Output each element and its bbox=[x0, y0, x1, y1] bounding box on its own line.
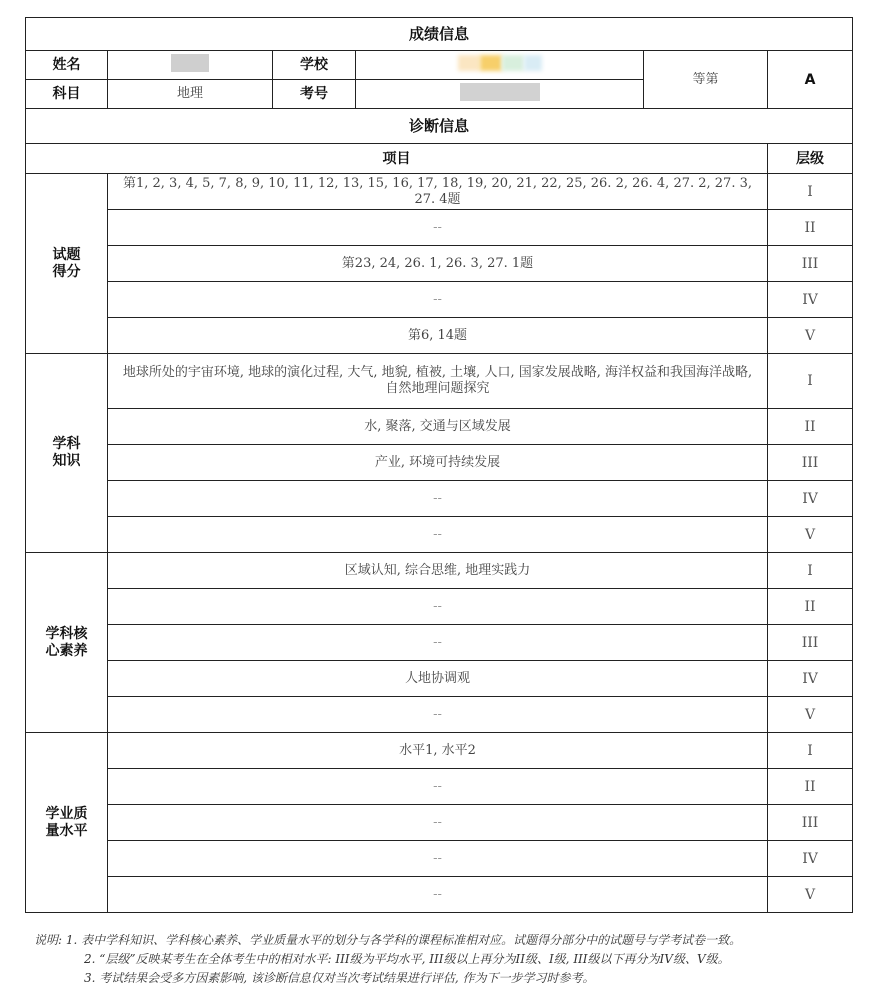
item-cell: -- bbox=[108, 625, 768, 661]
item-cell: 人地协调观 bbox=[108, 661, 768, 697]
grade-label: 等第 bbox=[644, 51, 768, 109]
name-value-redacted bbox=[108, 51, 273, 80]
level-cell: I bbox=[768, 174, 853, 210]
item-cell: -- bbox=[108, 697, 768, 733]
level-cell: I bbox=[768, 354, 853, 409]
diagnosis-title: 诊断信息 bbox=[26, 109, 853, 144]
item-cell: -- bbox=[108, 841, 768, 877]
item-cell: -- bbox=[108, 589, 768, 625]
note-3: 3. 考试结果会受多方因素影响, 该诊断信息仅对当次考试结果进行评估, 作为下一步学习时参考。 bbox=[84, 971, 595, 985]
score-info-title: 成绩信息 bbox=[26, 18, 853, 51]
name-label: 姓名 bbox=[26, 51, 108, 80]
level-cell: V bbox=[768, 877, 853, 913]
item-cell: -- bbox=[108, 877, 768, 913]
diagnosis-row bbox=[26, 661, 853, 697]
item-cell: 第6, 14题 bbox=[108, 318, 768, 354]
level-cell: II bbox=[768, 210, 853, 246]
diagnosis-row bbox=[26, 246, 853, 282]
section-category: 学业质量水平 bbox=[26, 733, 108, 913]
school-value-redacted bbox=[356, 51, 644, 80]
item-cell: 水平1, 水平2 bbox=[108, 733, 768, 769]
section-category: 试题得分 bbox=[26, 174, 108, 354]
item-cell: 地球所处的宇宙环境, 地球的演化过程, 大气, 地貌, 植被, 土壤, 人口, 国家发展战略, 海洋权益和我国海洋战略, 自然地理问题探究 bbox=[108, 354, 768, 409]
item-cell: -- bbox=[108, 481, 768, 517]
diagnosis-row bbox=[26, 697, 853, 733]
level-cell: II bbox=[768, 769, 853, 805]
report bbox=[25, 17, 852, 913]
note-1: 说明: 1. 表中学科知识、学科核心素养、学业质量水平的划分与各学科的课程标准相对应。试题得分部分中的试题号与学考试卷一致。 bbox=[34, 933, 742, 947]
level-cell: III bbox=[768, 625, 853, 661]
section-category: 学科知识 bbox=[26, 354, 108, 553]
diagnosis-row bbox=[26, 553, 853, 589]
level-cell: V bbox=[768, 517, 853, 553]
item-cell: 产业, 环境可持续发展 bbox=[108, 445, 768, 481]
level-cell: III bbox=[768, 805, 853, 841]
level-cell: II bbox=[768, 589, 853, 625]
item-cell: -- bbox=[108, 282, 768, 318]
item-cell: 第1, 2, 3, 4, 5, 7, 8, 9, 10, 11, 12, 13, 15, 16, 17, 18, 19, 20, 21, 22, 25, 26. 2, 26. 4, 27. 2, 27. 3, 27. 4题 bbox=[108, 174, 768, 210]
level-cell: V bbox=[768, 697, 853, 733]
item-cell: 区域认知, 综合思维, 地理实践力 bbox=[108, 553, 768, 589]
note-2: 2. “层级”反映某考生在全体考生中的相对水平: III级为平均水平, III级以上再分为II级、I级, III级以下再分为IV级、V级。 bbox=[84, 952, 730, 966]
item-cell: -- bbox=[108, 805, 768, 841]
diagnosis-row bbox=[26, 589, 853, 625]
item-cell: -- bbox=[108, 769, 768, 805]
diagnosis-row bbox=[26, 517, 853, 553]
diagnosis-row bbox=[26, 769, 853, 805]
exam-no-label: 考号 bbox=[273, 80, 356, 109]
subject-label: 科目 bbox=[26, 80, 108, 109]
diagnosis-row bbox=[26, 174, 853, 210]
diagnosis-row bbox=[26, 733, 853, 769]
grade-value: A bbox=[768, 51, 853, 109]
level-cell: IV bbox=[768, 661, 853, 697]
item-cell: -- bbox=[108, 210, 768, 246]
item-cell: 水, 聚落, 交通与区域发展 bbox=[108, 409, 768, 445]
item-cell: -- bbox=[108, 517, 768, 553]
diagnosis-row bbox=[26, 282, 853, 318]
level-cell: I bbox=[768, 733, 853, 769]
diagnosis-row bbox=[26, 625, 853, 661]
diagnosis-row bbox=[26, 354, 853, 409]
col-item-header: 项目 bbox=[26, 144, 768, 174]
level-cell: IV bbox=[768, 841, 853, 877]
diagnosis-row bbox=[26, 805, 853, 841]
school-label: 学校 bbox=[273, 51, 356, 80]
level-cell: III bbox=[768, 445, 853, 481]
item-cell: 第23, 24, 26. 1, 26. 3, 27. 1题 bbox=[108, 246, 768, 282]
diagnosis-row bbox=[26, 409, 853, 445]
diagnosis-row bbox=[26, 841, 853, 877]
level-cell: I bbox=[768, 553, 853, 589]
diagnosis-row bbox=[26, 318, 853, 354]
diagnosis-row bbox=[26, 445, 853, 481]
exam-no-value-redacted bbox=[356, 80, 644, 109]
level-cell: III bbox=[768, 246, 853, 282]
level-cell: IV bbox=[768, 282, 853, 318]
notes bbox=[34, 931, 854, 988]
diagnosis-row bbox=[26, 210, 853, 246]
level-cell: II bbox=[768, 409, 853, 445]
report-table bbox=[25, 17, 853, 913]
subject-value: 地理 bbox=[108, 80, 273, 109]
diagnosis-row bbox=[26, 877, 853, 913]
diagnosis-row bbox=[26, 481, 853, 517]
level-cell: V bbox=[768, 318, 853, 354]
section-category: 学科核心素养 bbox=[26, 553, 108, 733]
level-cell: IV bbox=[768, 481, 853, 517]
col-level-header: 层级 bbox=[768, 144, 853, 174]
